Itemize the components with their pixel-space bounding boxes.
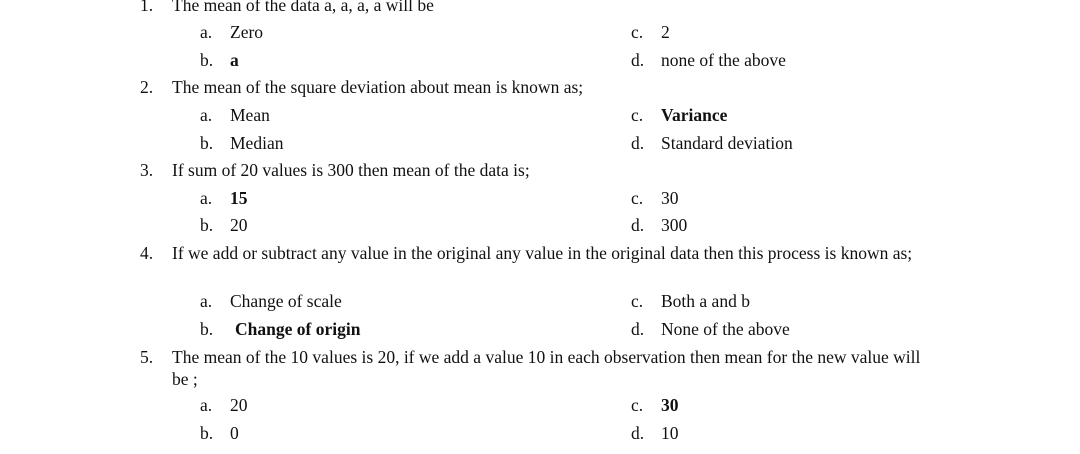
option-text: 10 (661, 423, 679, 443)
option-4b (200, 318, 360, 340)
question-1 (140, 0, 940, 16)
option-2b (200, 132, 283, 154)
option-3c (631, 187, 679, 209)
option-text: 30 (661, 188, 679, 208)
option-3d (631, 214, 687, 236)
option-letter: b. (200, 133, 214, 153)
option-text: None of the above (661, 319, 790, 339)
option-letter: a. (200, 395, 213, 415)
question-2 (140, 76, 940, 98)
option-4c (631, 290, 750, 312)
option-2c (631, 104, 727, 126)
option-2a (200, 104, 270, 126)
option-text: 30 (661, 395, 679, 415)
option-text: Standard deviation (661, 133, 793, 153)
question-number: 3. (140, 160, 154, 180)
option-5c (631, 394, 679, 416)
option-letter: d. (631, 215, 645, 235)
option-letter: c. (631, 105, 644, 125)
option-letter: c. (631, 22, 644, 42)
question-number: 2. (140, 77, 154, 97)
option-letter: b. (200, 215, 214, 235)
question-3 (140, 159, 940, 181)
option-letter: a. (200, 105, 213, 125)
option-text: Change of scale (230, 291, 342, 311)
option-4a (200, 290, 342, 312)
option-5a (200, 394, 248, 416)
option-text: none of the above (661, 50, 786, 70)
question-text: If sum of 20 values is 300 then mean of the data is; (172, 160, 530, 180)
option-text: Change of origin (235, 319, 361, 339)
option-text: 0 (230, 423, 239, 443)
option-text: a (230, 50, 239, 70)
option-1c (631, 21, 670, 43)
option-letter: d. (631, 133, 645, 153)
option-1a (200, 21, 263, 43)
question-number: 4. (140, 243, 154, 263)
option-letter: b. (200, 50, 214, 70)
question-text: The mean of the data a, a, a, a will be (172, 0, 434, 15)
question-text: The mean of the square deviation about mean is known as; (172, 77, 584, 97)
option-letter: a. (200, 291, 213, 311)
question-5 (140, 346, 930, 390)
option-2d (631, 132, 793, 154)
option-text: 2 (661, 22, 670, 42)
option-letter: c. (631, 395, 644, 415)
option-1b (200, 49, 239, 71)
option-text: Both a and b (661, 291, 750, 311)
option-letter: d. (631, 50, 645, 70)
option-text: Mean (230, 105, 270, 125)
option-letter: a. (200, 22, 213, 42)
option-1d (631, 49, 786, 71)
question-number: 1. (140, 0, 154, 15)
option-3b (200, 214, 248, 236)
option-letter: d. (631, 423, 645, 443)
option-letter: a. (200, 188, 213, 208)
option-3a (200, 187, 248, 209)
option-letter: b. (200, 423, 214, 443)
question-number: 5. (140, 347, 154, 367)
question-text: The mean of the 10 values is 20, if we add a value 10 in each observation then mean for the new value will be ; (172, 347, 921, 389)
option-text: Zero (230, 22, 264, 42)
option-letter: b. (200, 319, 214, 339)
question-4 (140, 242, 930, 264)
option-text: Median (230, 133, 284, 153)
option-letter: c. (631, 291, 644, 311)
option-4d (631, 318, 790, 340)
question-text: If we add or subtract any value in the original any value in the original data then this process is known as; (172, 243, 913, 263)
option-5b (200, 422, 239, 444)
option-text: 20 (230, 215, 248, 235)
option-text: Variance (661, 105, 728, 125)
option-text: 15 (230, 188, 248, 208)
option-5d (631, 422, 679, 444)
option-letter: d. (631, 319, 645, 339)
option-text: 300 (661, 215, 688, 235)
option-letter: c. (631, 188, 644, 208)
option-text: 20 (230, 395, 248, 415)
